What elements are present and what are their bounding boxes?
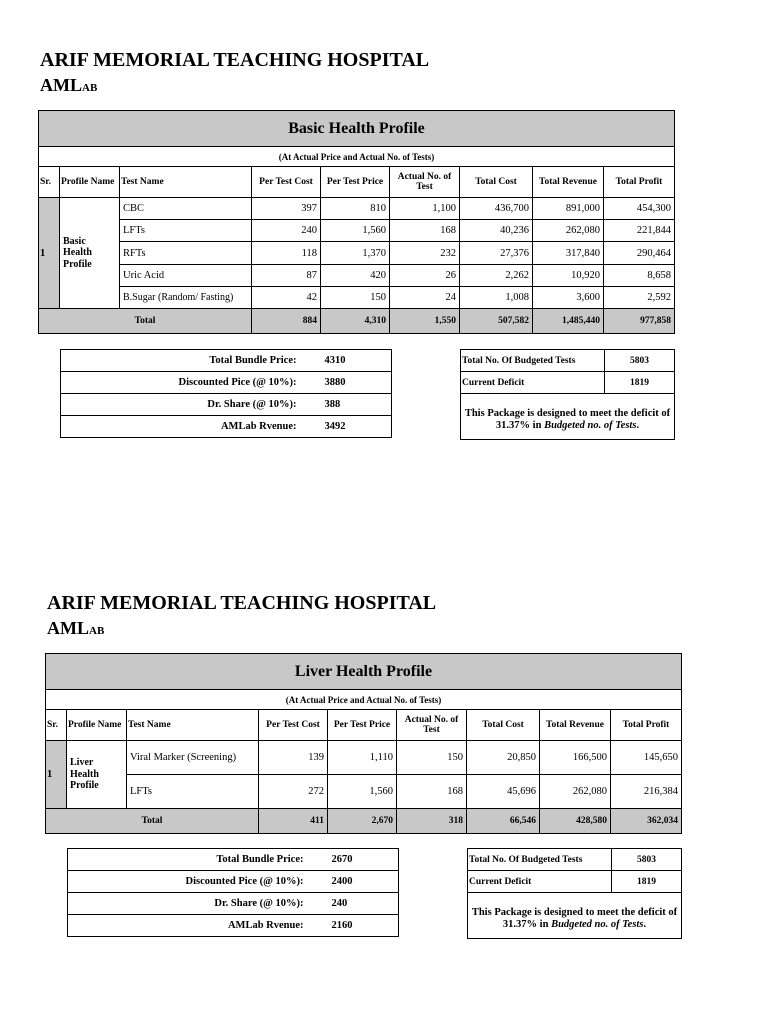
budget-label: Total No. Of Budgeted Tests — [461, 350, 605, 372]
bundle-value: 2400 — [328, 871, 399, 893]
table-note: (At Actual Price and Actual No. of Tests) — [46, 690, 682, 710]
total-profit: 2,592 — [604, 287, 675, 309]
actual-test-count: 26 — [390, 265, 460, 287]
bundle-value: 3492 — [321, 416, 392, 438]
table-row — [39, 287, 675, 309]
col-header: Sr. — [39, 167, 60, 198]
table-header-row — [39, 167, 675, 198]
per-test-cost: 397 — [252, 198, 321, 220]
test-name: Uric Acid — [120, 265, 252, 287]
bundle-row — [68, 915, 399, 937]
bundle-value: 3880 — [321, 372, 392, 394]
total-profit: 8,658 — [604, 265, 675, 287]
total-revenue: 891,000 — [533, 198, 604, 220]
total-cost: 2,262 — [460, 265, 533, 287]
total-per-test-cost: 884 — [252, 309, 321, 334]
test-name: LFTs — [120, 220, 252, 242]
table-header-row — [46, 710, 682, 741]
total-cost: 1,008 — [460, 287, 533, 309]
bundle-value: 388 — [321, 394, 392, 416]
col-header: Profile Name — [60, 167, 120, 198]
total-profit-sum: 362,034 — [611, 809, 682, 834]
actual-test-count: 24 — [390, 287, 460, 309]
total-test-count: 318 — [397, 809, 467, 834]
total-cost: 20,850 — [467, 741, 540, 775]
bundle-value: 240 — [328, 893, 399, 915]
actual-test-count: 168 — [390, 220, 460, 242]
bundle-row — [68, 849, 399, 871]
col-header: Per Test Price — [321, 167, 390, 198]
total-per-test-cost: 411 — [259, 809, 328, 834]
bundle-label: Dr. Share (@ 10%): — [61, 394, 321, 416]
total-profit: 221,844 — [604, 220, 675, 242]
bundle-row — [68, 871, 399, 893]
bundle-row — [61, 350, 392, 372]
total-cost: 45,696 — [467, 775, 540, 809]
total-label: Total — [39, 309, 252, 334]
col-header: Actual No. of Test — [397, 710, 467, 741]
total-profit: 216,384 — [611, 775, 682, 809]
bundle-price-table — [60, 349, 392, 438]
total-cost-sum: 66,546 — [467, 809, 540, 834]
total-revenue: 166,500 — [540, 741, 611, 775]
test-name: B.Sugar (Random/ Fasting) — [120, 287, 252, 309]
bundle-row — [61, 416, 392, 438]
per-test-cost: 87 — [252, 265, 321, 287]
budget-value: 1819 — [605, 372, 675, 394]
total-revenue-sum: 428,580 — [540, 809, 611, 834]
table-row — [46, 741, 682, 775]
profile-table — [38, 110, 675, 334]
bundle-label: Total Bundle Price: — [61, 350, 321, 372]
per-test-price: 1,560 — [321, 220, 390, 242]
bundle-label: Discounted Pice (@ 10%): — [68, 871, 328, 893]
col-header: Actual No. of Test — [390, 167, 460, 198]
per-test-price: 420 — [321, 265, 390, 287]
per-test-cost: 240 — [252, 220, 321, 242]
profile-table — [45, 653, 682, 834]
bundle-value: 4310 — [321, 350, 392, 372]
budget-value: 5803 — [612, 849, 682, 871]
table-row — [39, 220, 675, 242]
budget-value: 1819 — [612, 871, 682, 893]
total-revenue: 262,080 — [533, 220, 604, 242]
bundle-label: Total Bundle Price: — [68, 849, 328, 871]
lab-name: AMLAB — [47, 618, 105, 638]
hospital-title: ARIF MEMORIAL TEACHING HOSPITAL — [40, 49, 430, 71]
test-name: RFTs — [120, 242, 252, 265]
per-test-cost: 139 — [259, 741, 328, 775]
per-test-price: 810 — [321, 198, 390, 220]
profile-name-cell: Liver Health Profile — [67, 741, 127, 809]
budget-value: 5803 — [605, 350, 675, 372]
total-cost: 436,700 — [460, 198, 533, 220]
col-header: Total Cost — [460, 167, 533, 198]
total-cost-sum: 507,582 — [460, 309, 533, 334]
col-header: Total Profit — [611, 710, 682, 741]
per-test-price: 1,110 — [328, 741, 397, 775]
total-row — [39, 309, 675, 334]
col-header: Total Revenue — [533, 167, 604, 198]
per-test-cost: 118 — [252, 242, 321, 265]
budget-label: Total No. Of Budgeted Tests — [468, 849, 612, 871]
budget-table — [460, 349, 675, 440]
per-test-price: 150 — [321, 287, 390, 309]
bundle-label: Dr. Share (@ 10%): — [68, 893, 328, 915]
total-profit: 290,464 — [604, 242, 675, 265]
hospital-title: ARIF MEMORIAL TEACHING HOSPITAL — [47, 592, 437, 614]
col-header: Per Test Price — [328, 710, 397, 741]
total-revenue-sum: 1,485,440 — [533, 309, 604, 334]
total-row — [46, 809, 682, 834]
total-revenue: 317,840 — [533, 242, 604, 265]
total-cost: 40,236 — [460, 220, 533, 242]
total-profit: 454,300 — [604, 198, 675, 220]
total-revenue: 10,920 — [533, 265, 604, 287]
bundle-label: AMLab Rvenue: — [61, 416, 321, 438]
bundle-value: 2160 — [328, 915, 399, 937]
bundle-row — [61, 394, 392, 416]
col-header: Test Name — [120, 167, 252, 198]
profile-name-cell: Basic Health Profile — [60, 198, 120, 309]
table-row — [46, 775, 682, 809]
package-message: This Package is designed to meet the deficit of 31.37% in Budgeted no. of Tests. — [461, 394, 675, 440]
test-name: CBC — [120, 198, 252, 220]
profile-title: Basic Health Profile — [39, 111, 675, 147]
per-test-price: 1,370 — [321, 242, 390, 265]
total-profit-sum: 977,858 — [604, 309, 675, 334]
per-test-cost: 272 — [259, 775, 328, 809]
lab-name: AMLAB — [40, 75, 98, 95]
total-revenue: 262,080 — [540, 775, 611, 809]
test-name: LFTs — [127, 775, 259, 809]
col-header: Per Test Cost — [259, 710, 328, 741]
total-test-count: 1,550 — [390, 309, 460, 334]
bundle-label: Discounted Pice (@ 10%): — [61, 372, 321, 394]
budget-table — [467, 848, 682, 939]
total-per-test-price: 2,670 — [328, 809, 397, 834]
col-header: Per Test Cost — [252, 167, 321, 198]
per-test-cost: 42 — [252, 287, 321, 309]
actual-test-count: 168 — [397, 775, 467, 809]
bundle-value: 2670 — [328, 849, 399, 871]
sr-cell: 1 — [39, 198, 60, 309]
col-header: Total Profit — [604, 167, 675, 198]
actual-test-count: 1,100 — [390, 198, 460, 220]
table-note: (At Actual Price and Actual No. of Tests) — [39, 147, 675, 167]
col-header: Profile Name — [67, 710, 127, 741]
per-test-price: 1,560 — [328, 775, 397, 809]
table-row — [39, 242, 675, 265]
total-label: Total — [46, 809, 259, 834]
table-row — [39, 265, 675, 287]
budget-label: Current Deficit — [468, 871, 612, 893]
col-header: Total Cost — [467, 710, 540, 741]
col-header: Test Name — [127, 710, 259, 741]
bundle-row — [68, 893, 399, 915]
total-cost: 27,376 — [460, 242, 533, 265]
bundle-row — [61, 372, 392, 394]
profile-title: Liver Health Profile — [46, 654, 682, 690]
col-header: Total Revenue — [540, 710, 611, 741]
table-row — [39, 198, 675, 220]
budget-label: Current Deficit — [461, 372, 605, 394]
total-revenue: 3,600 — [533, 287, 604, 309]
actual-test-count: 232 — [390, 242, 460, 265]
test-name: Viral Marker (Screening) — [127, 741, 259, 775]
bundle-price-table — [67, 848, 399, 937]
sr-cell: 1 — [46, 741, 67, 809]
actual-test-count: 150 — [397, 741, 467, 775]
total-profit: 145,650 — [611, 741, 682, 775]
total-per-test-price: 4,310 — [321, 309, 390, 334]
package-message: This Package is designed to meet the deficit of 31.37% in Budgeted no. of Tests. — [468, 893, 682, 939]
bundle-label: AMLab Rvenue: — [68, 915, 328, 937]
col-header: Sr. — [46, 710, 67, 741]
